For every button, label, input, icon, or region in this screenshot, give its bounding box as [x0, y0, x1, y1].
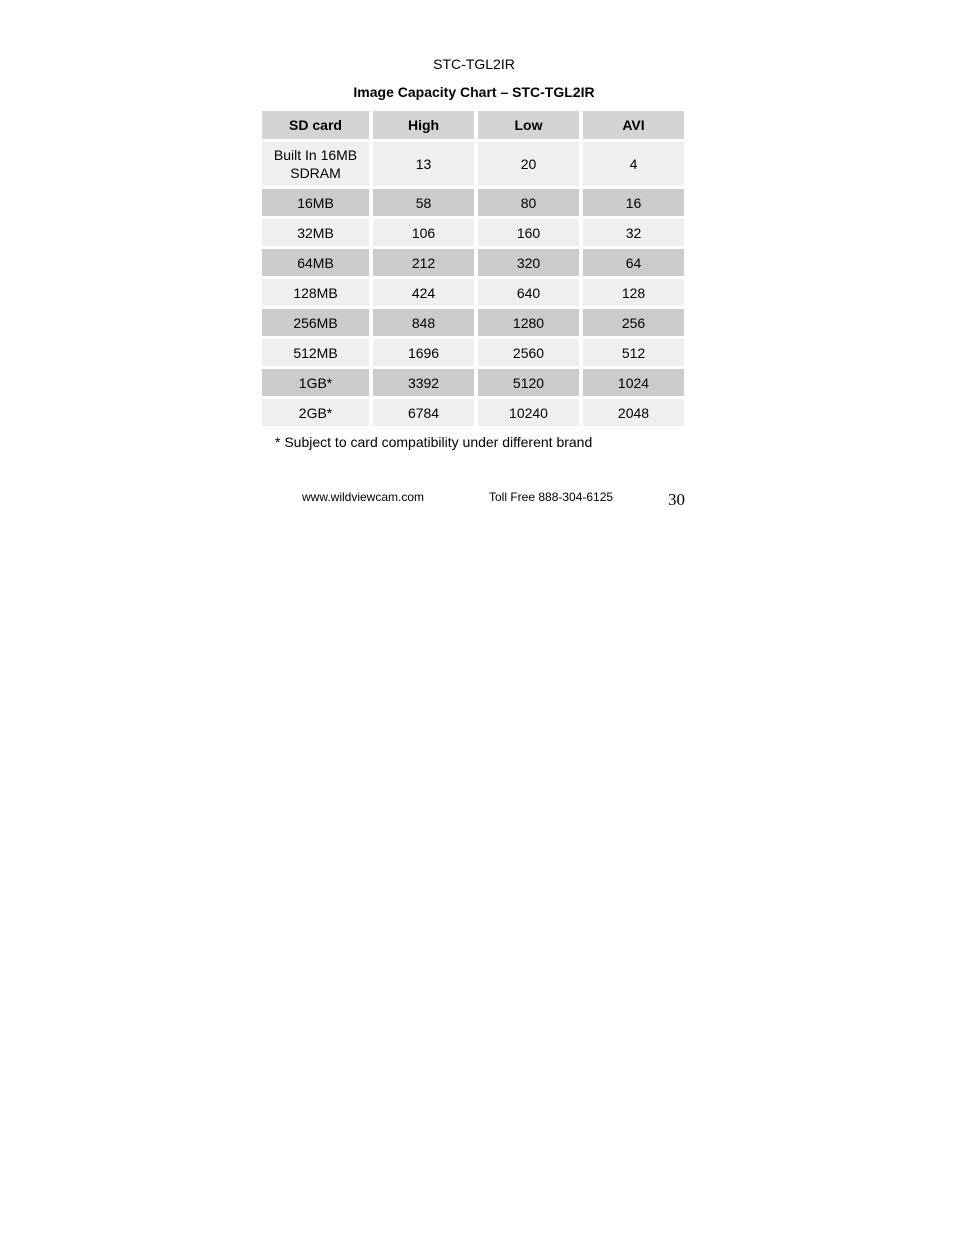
cell-sd-card: 512MB [262, 339, 369, 366]
cell-avi: 512 [583, 339, 684, 366]
cell-sd-card: Built In 16MB SDRAM [262, 142, 369, 186]
page-header-model: STC-TGL2IR [433, 56, 515, 72]
cell-high: 106 [373, 219, 474, 246]
footer-toll-free: Toll Free 888-304-6125 [489, 490, 614, 504]
cell-low: 10240 [478, 399, 579, 426]
compatibility-footnote: * Subject to card compatibility under different brand [275, 434, 593, 450]
table-row [262, 339, 684, 366]
cell-high: 6784 [373, 399, 474, 426]
footer-website: www.wildviewcam.com [302, 490, 425, 504]
table-row [262, 219, 684, 246]
cell-low: 1280 [478, 309, 579, 336]
cell-sd-card: 64MB [262, 249, 369, 276]
cell-low: 20 [478, 142, 579, 186]
cell-low: 320 [478, 249, 579, 276]
cell-sd-card: 16MB [262, 189, 369, 216]
cell-sd-card: 256MB [262, 309, 369, 336]
page-number: 30 [668, 490, 685, 509]
cell-high: 58 [373, 189, 474, 216]
column-header-avi: AVI [583, 111, 684, 139]
cell-low: 80 [478, 189, 579, 216]
cell-avi: 128 [583, 279, 684, 306]
cell-low: 5120 [478, 369, 579, 396]
cell-sd-card: 128MB [262, 279, 369, 306]
cell-sd-card: 2GB* [262, 399, 369, 426]
cell-avi: 2048 [583, 399, 684, 426]
cell-avi: 4 [583, 142, 684, 186]
table-header-row [262, 111, 684, 139]
chart-title: Image Capacity Chart – STC-TGL2IR [353, 84, 595, 100]
table-row [262, 309, 684, 336]
table-row [262, 189, 684, 216]
table-row [262, 399, 684, 426]
cell-avi: 16 [583, 189, 684, 216]
cell-high: 848 [373, 309, 474, 336]
table-row [262, 369, 684, 396]
cell-avi: 64 [583, 249, 684, 276]
cell-high: 1696 [373, 339, 474, 366]
column-header-sd-card: SD card [262, 111, 369, 139]
cell-low: 640 [478, 279, 579, 306]
capacity-table [258, 108, 688, 429]
cell-high: 424 [373, 279, 474, 306]
cell-low: 160 [478, 219, 579, 246]
cell-avi: 256 [583, 309, 684, 336]
cell-high: 3392 [373, 369, 474, 396]
column-header-low: Low [478, 111, 579, 139]
cell-sd-card: 32MB [262, 219, 369, 246]
cell-high: 13 [373, 142, 474, 186]
cell-low: 2560 [478, 339, 579, 366]
table-row [262, 142, 684, 186]
cell-avi: 32 [583, 219, 684, 246]
table-row [262, 279, 684, 306]
cell-sd-card: 1GB* [262, 369, 369, 396]
table-row [262, 249, 684, 276]
cell-high: 212 [373, 249, 474, 276]
cell-avi: 1024 [583, 369, 684, 396]
column-header-high: High [373, 111, 474, 139]
